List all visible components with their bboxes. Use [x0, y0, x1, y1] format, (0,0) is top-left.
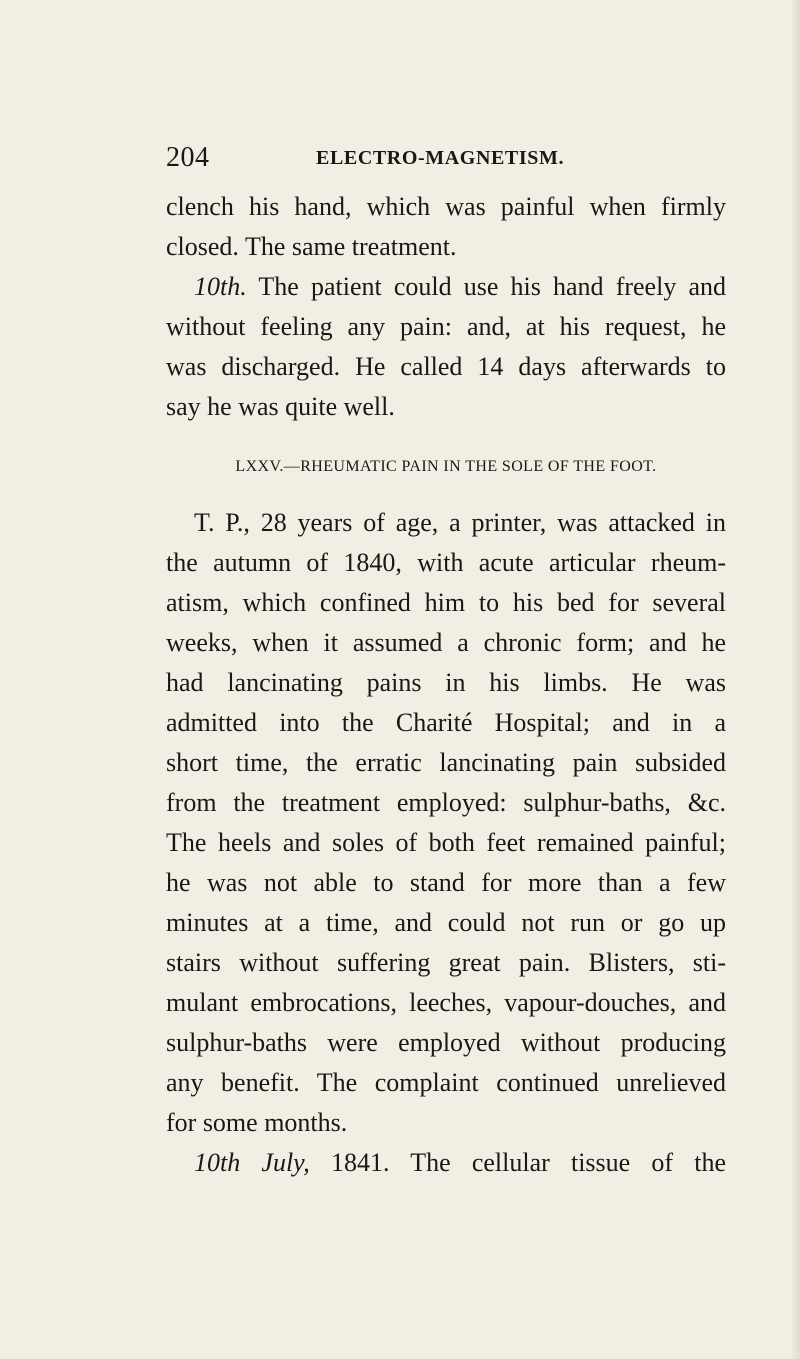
text-line: admitted into the Charité Hospital; and in a — [166, 708, 726, 737]
text-line: was discharged. He called 14 days afterwards to — [166, 352, 726, 381]
text-line: weeks, when it assumed a chronic form; and he — [166, 628, 726, 657]
text-line: any benefit. The complaint continued unrelieved — [166, 1068, 726, 1097]
text-line: had lancinating pains in his limbs. He was — [166, 668, 726, 697]
text-line: short time, the erratic lancinating pain subsided — [166, 748, 726, 777]
date-10th: 10th. — [194, 272, 247, 301]
page-number: 204 — [166, 142, 210, 173]
date-10th-july: 10th July, — [194, 1148, 310, 1177]
text-line: for some months. — [166, 1108, 348, 1137]
page-edge-shadow — [790, 0, 800, 1359]
text-line: minutes at a time, and could not run or go up — [166, 908, 726, 937]
text-line: say he was quite well. — [166, 392, 395, 421]
running-head: ELECTRO-MAGNETISM. — [316, 147, 565, 169]
text-segment: The patient could use his hand freely and — [246, 272, 726, 301]
text-line: clench his hand, which was painful when firmly — [166, 192, 726, 221]
text-line: without feeling any pain: and, at his request, he — [166, 312, 726, 341]
text-line: sulphur-baths were employed without producing — [166, 1028, 726, 1057]
section-heading: LXXV.—RHEUMATIC PAIN IN THE SOLE OF THE FOOT. — [235, 458, 657, 475]
text-line: The heels and soles of both feet remained painful; — [166, 828, 726, 857]
text-line: atism, which confined him to his bed for several — [166, 588, 726, 617]
text-line: he was not able to stand for more than a few — [166, 868, 726, 897]
text-line: closed. The same treatment. — [166, 232, 457, 261]
text-line — [166, 1143, 726, 1183]
body-text — [166, 187, 726, 1183]
page-header — [166, 142, 726, 176]
text-line: from the treatment employed: sulphur-baths, &c. — [166, 788, 726, 817]
text-line: stairs without suffering great pain. Blisters, sti- — [166, 948, 726, 977]
text-line — [166, 267, 726, 307]
text-line: the autumn of 1840, with acute articular rheum- — [166, 548, 726, 577]
text-line: T. P., 28 years of age, a printer, was attacked in — [194, 508, 726, 537]
text-line: mulant embrocations, leeches, vapour-douches, and — [166, 988, 726, 1017]
text-segment: 1841. The cellular tissue of the — [309, 1148, 727, 1177]
